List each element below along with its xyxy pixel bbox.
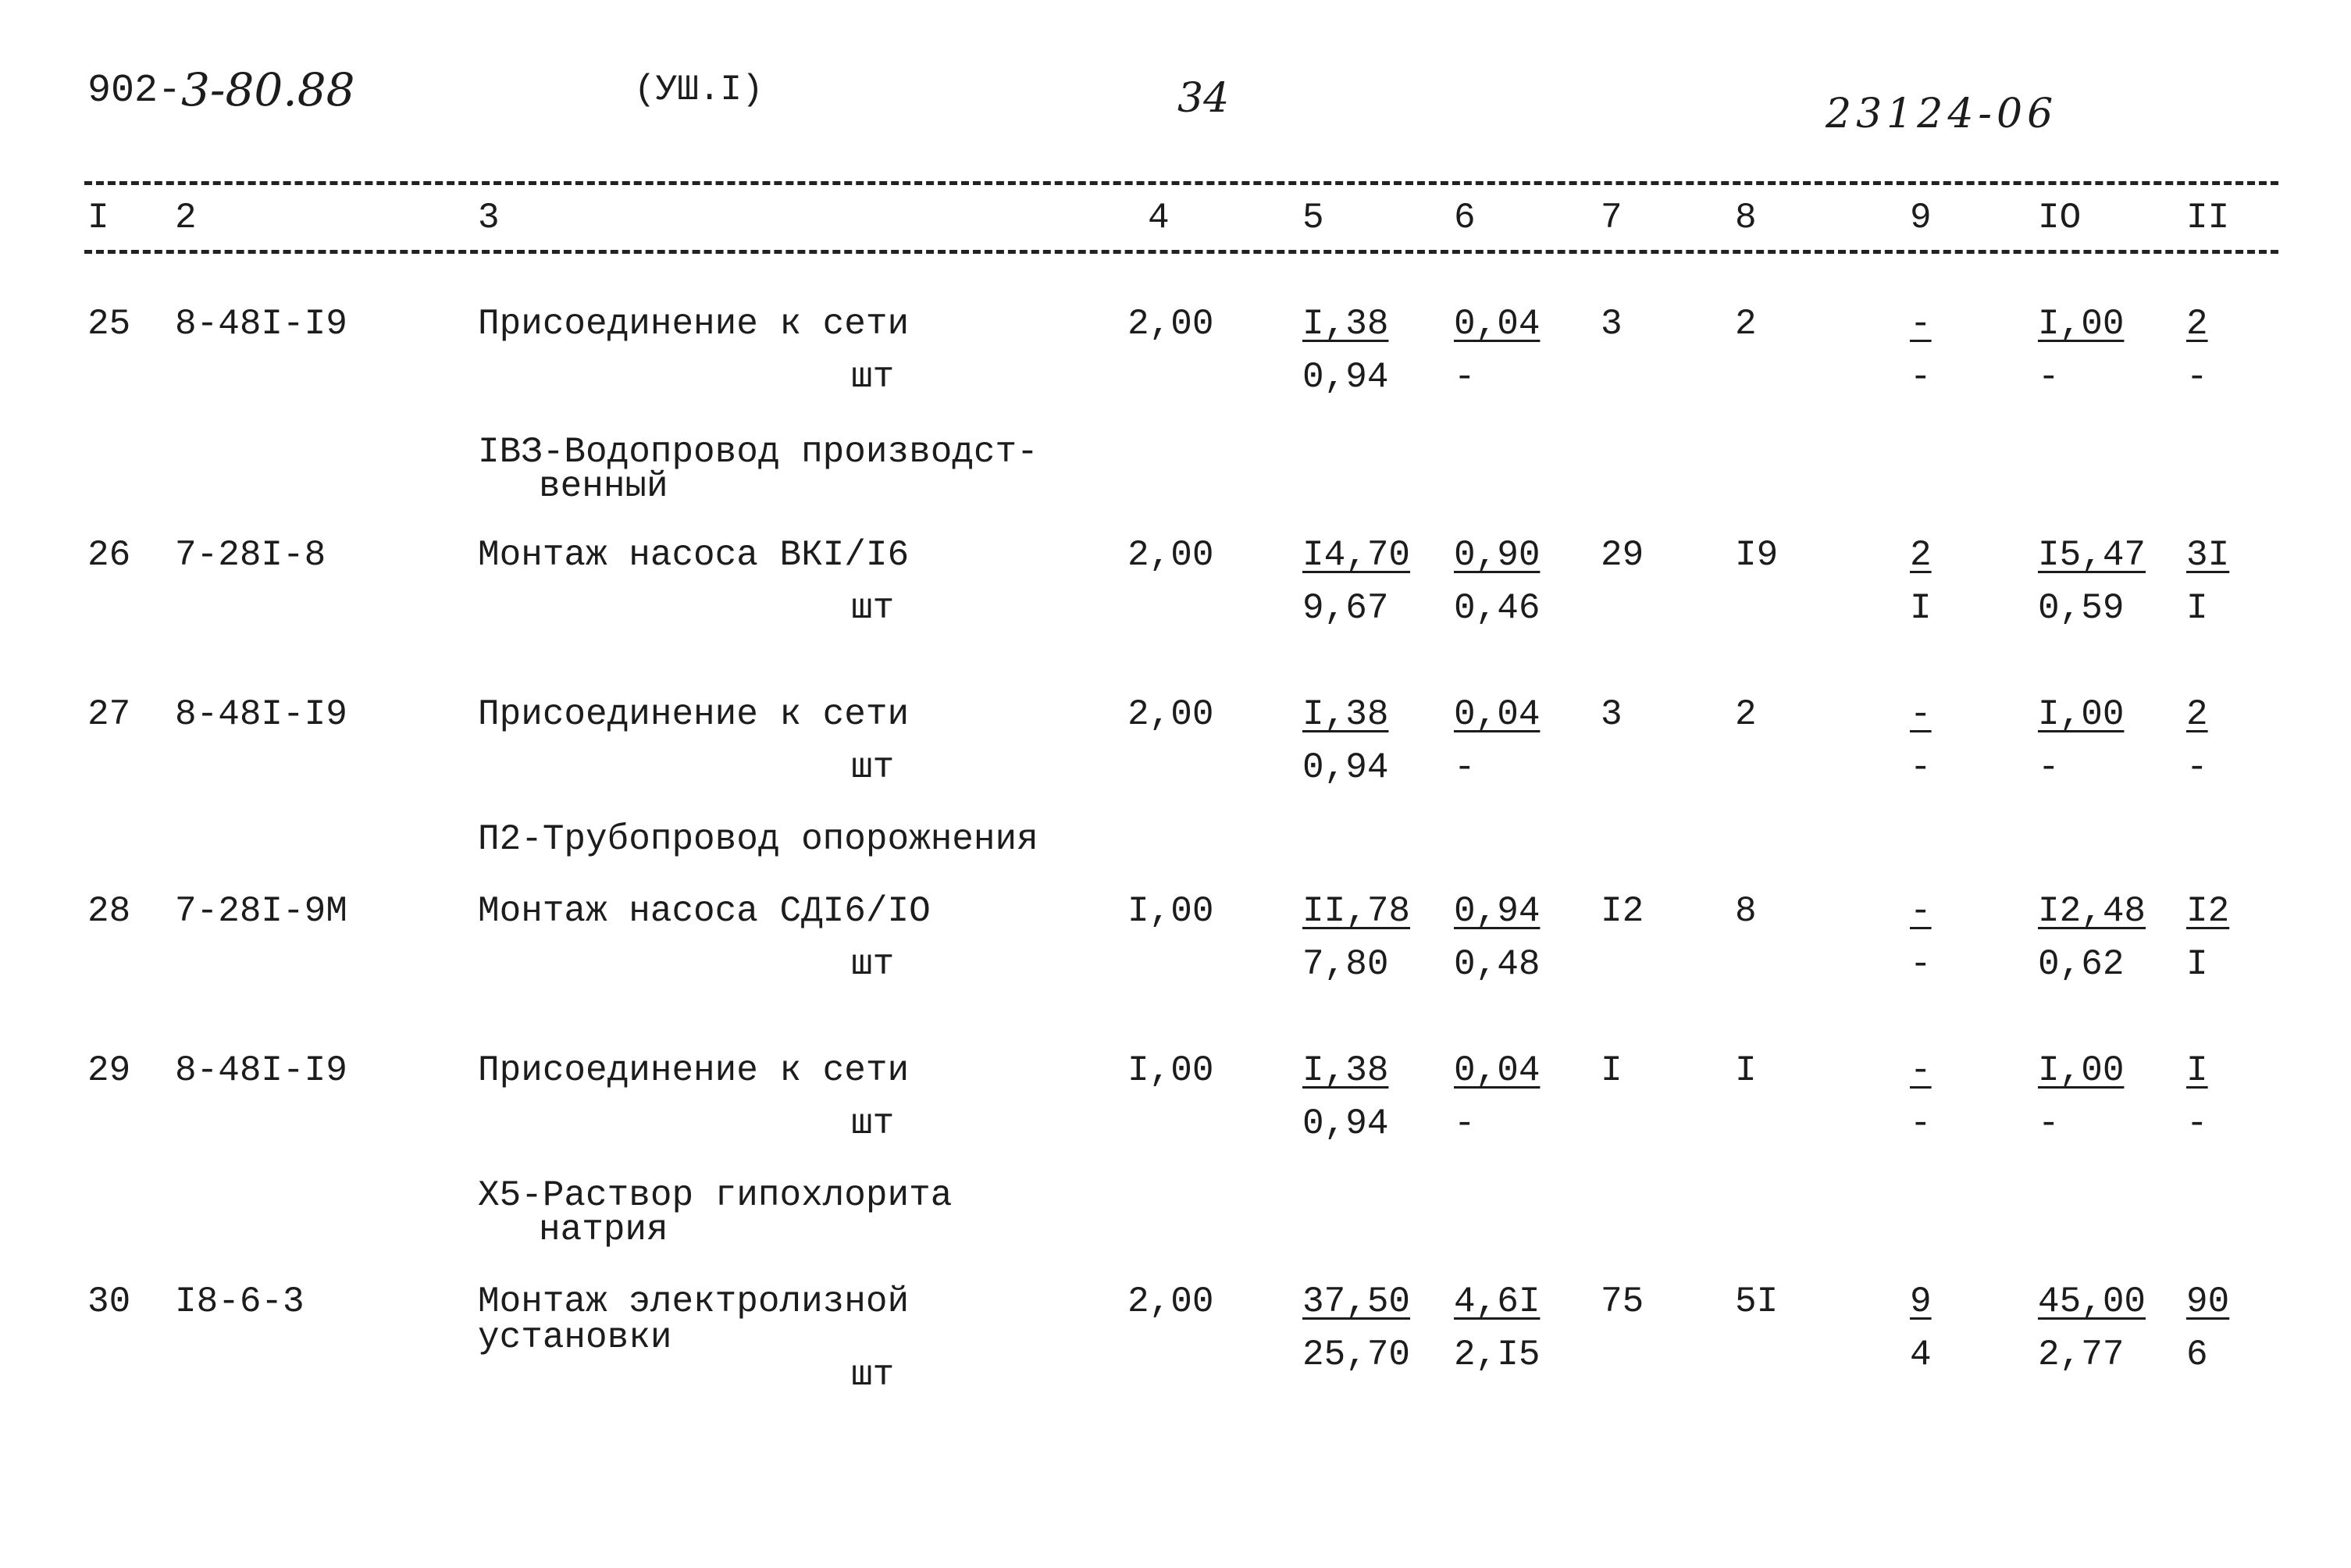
norm-code: 8-48I-I9 — [175, 694, 347, 735]
row-number: 25 — [87, 304, 131, 344]
col6-bottom: 0,48 — [1454, 944, 1541, 985]
col5-top: 37,50 — [1302, 1281, 1411, 1322]
col-header-4: 4 — [1148, 198, 1170, 238]
page-number: 34 — [1177, 75, 1230, 122]
col11-top: 3I — [2186, 535, 2230, 576]
quantity: I,00 — [1127, 1050, 1214, 1091]
col5-top: II,78 — [1302, 891, 1411, 932]
col5-top: I,38 — [1302, 694, 1389, 735]
quantity: 2,00 — [1127, 1281, 1214, 1322]
col11-bottom: I — [2186, 944, 2208, 985]
unit: шт — [851, 357, 895, 397]
col6-top: 0,04 — [1454, 1050, 1541, 1091]
quantity: I,00 — [1127, 891, 1214, 932]
col10-top: 45,00 — [2038, 1281, 2146, 1322]
doc-code-prefix: 902- — [87, 69, 182, 113]
work-name: Монтаж электролизной — [478, 1281, 910, 1322]
col9-bottom: - — [1910, 944, 1932, 985]
col-header-5: 5 — [1302, 198, 1324, 238]
col6-top: 0,04 — [1454, 304, 1541, 344]
unit: шт — [851, 1103, 895, 1144]
col10-top: I,00 — [2038, 694, 2125, 735]
row-number: 26 — [87, 535, 131, 576]
registration-number: 23124-06 — [1826, 91, 2058, 137]
col10-bottom: 0,59 — [2038, 588, 2125, 629]
col9-top: - — [1910, 1050, 1932, 1091]
col5-bottom: 0,94 — [1302, 357, 1389, 397]
col-header-9: 9 — [1910, 198, 1932, 238]
row-number: 30 — [87, 1281, 131, 1322]
col10-top: I,00 — [2038, 304, 2125, 344]
col9-bottom: - — [1910, 747, 1932, 788]
col5-bottom: 0,94 — [1302, 1103, 1389, 1144]
col7: I — [1601, 1050, 1623, 1091]
col6-bottom: - — [1454, 357, 1476, 397]
unit: шт — [851, 747, 895, 788]
header-rule-bottom — [84, 250, 2278, 254]
col8: I9 — [1735, 535, 1779, 576]
quantity: 2,00 — [1127, 535, 1214, 576]
section-heading: П2-Трубопровод опорожнения — [478, 819, 1038, 860]
col6-top: 4,6I — [1454, 1281, 1541, 1322]
col6-bottom: 2,I5 — [1454, 1335, 1541, 1375]
col11-top: 2 — [2186, 304, 2208, 344]
work-name: Монтаж насоса ВКI/I6 — [478, 535, 910, 576]
col8: 5I — [1735, 1281, 1779, 1322]
col10-bottom: 0,62 — [2038, 944, 2125, 985]
col9-top: - — [1910, 891, 1932, 932]
col10-bottom: - — [2038, 357, 2060, 397]
col11-top: 2 — [2186, 694, 2208, 735]
col11-top: I — [2186, 1050, 2208, 1091]
col6-top: 0,94 — [1454, 891, 1541, 932]
work-name: Присоединение к сети — [478, 694, 910, 735]
work-name-cont: установки — [478, 1317, 672, 1358]
col-header-3: 3 — [478, 198, 500, 238]
norm-code: 8-48I-I9 — [175, 1050, 347, 1091]
col10-bottom: - — [2038, 1103, 2060, 1144]
unit: шт — [851, 588, 895, 629]
col9-top: 2 — [1910, 535, 1932, 576]
norm-code: I8-6-3 — [175, 1281, 305, 1322]
col11-bottom: - — [2186, 357, 2208, 397]
col11-top: 90 — [2186, 1281, 2230, 1322]
col5-top: I4,70 — [1302, 535, 1411, 576]
col8: 2 — [1735, 304, 1757, 344]
col11-bottom: - — [2186, 747, 2208, 788]
col10-bottom: 2,77 — [2038, 1335, 2125, 1375]
col-header-6: 6 — [1454, 198, 1476, 238]
volume-label: (УШ.I) — [634, 69, 764, 110]
col-header-7: 7 — [1601, 198, 1623, 238]
col11-bottom: I — [2186, 588, 2208, 629]
work-name: Монтаж насоса СДI6/IO — [478, 891, 931, 932]
section-heading-cont: натрия — [539, 1210, 668, 1250]
col5-top: I,38 — [1302, 304, 1389, 344]
col10-top: I2,48 — [2038, 891, 2146, 932]
col10-top: I5,47 — [2038, 535, 2146, 576]
col8: 8 — [1735, 891, 1757, 932]
unit: шт — [851, 1355, 895, 1395]
col-header-10: IO — [2038, 198, 2082, 238]
col6-bottom: - — [1454, 747, 1476, 788]
unit: шт — [851, 944, 895, 985]
col10-top: I,00 — [2038, 1050, 2125, 1091]
col9-top: - — [1910, 694, 1932, 735]
work-name: Присоединение к сети — [478, 1050, 910, 1091]
col7: I2 — [1601, 891, 1644, 932]
col-header-11: II — [2186, 198, 2230, 238]
col5-bottom: 9,67 — [1302, 588, 1389, 629]
section-heading: IВЗ-Водопровод производст- — [478, 432, 1038, 472]
col7: 3 — [1601, 304, 1623, 344]
col9-bottom: I — [1910, 588, 1932, 629]
col7: 3 — [1601, 694, 1623, 735]
col-header-2: 2 — [175, 198, 197, 238]
col5-bottom: 0,94 — [1302, 747, 1389, 788]
header-rule-top — [84, 181, 2278, 185]
section-heading-cont: венный — [539, 466, 668, 507]
col9-top: 9 — [1910, 1281, 1932, 1322]
col6-top: 0,04 — [1454, 694, 1541, 735]
col7: 29 — [1601, 535, 1644, 576]
col-header-1: I — [87, 198, 109, 238]
col6-bottom: - — [1454, 1103, 1476, 1144]
work-name: Присоединение к сети — [478, 304, 910, 344]
col5-bottom: 7,80 — [1302, 944, 1389, 985]
col9-bottom: - — [1910, 1103, 1932, 1144]
col6-bottom: 0,46 — [1454, 588, 1541, 629]
quantity: 2,00 — [1127, 694, 1214, 735]
norm-code: 8-48I-I9 — [175, 304, 347, 344]
col5-bottom: 25,70 — [1302, 1335, 1411, 1375]
col9-bottom: - — [1910, 357, 1932, 397]
norm-code: 7-28I-9М — [175, 891, 347, 932]
col7: 75 — [1601, 1281, 1644, 1322]
col11-bottom: 6 — [2186, 1335, 2208, 1375]
col11-top: I2 — [2186, 891, 2230, 932]
col-header-8: 8 — [1735, 198, 1757, 238]
col6-top: 0,90 — [1454, 535, 1541, 576]
col11-bottom: - — [2186, 1103, 2208, 1144]
norm-code: 7-28I-8 — [175, 535, 326, 576]
col8: 2 — [1735, 694, 1757, 735]
col5-top: I,38 — [1302, 1050, 1389, 1091]
col10-bottom: - — [2038, 747, 2060, 788]
row-number: 27 — [87, 694, 131, 735]
col8: I — [1735, 1050, 1757, 1091]
row-number: 28 — [87, 891, 131, 932]
doc-code-handwritten: 3-80.88 — [181, 63, 355, 116]
col9-bottom: 4 — [1910, 1335, 1932, 1375]
section-heading: Х5-Раствор гипохлорита — [478, 1175, 953, 1216]
row-number: 29 — [87, 1050, 131, 1091]
quantity: 2,00 — [1127, 304, 1214, 344]
col9-top: - — [1910, 304, 1932, 344]
